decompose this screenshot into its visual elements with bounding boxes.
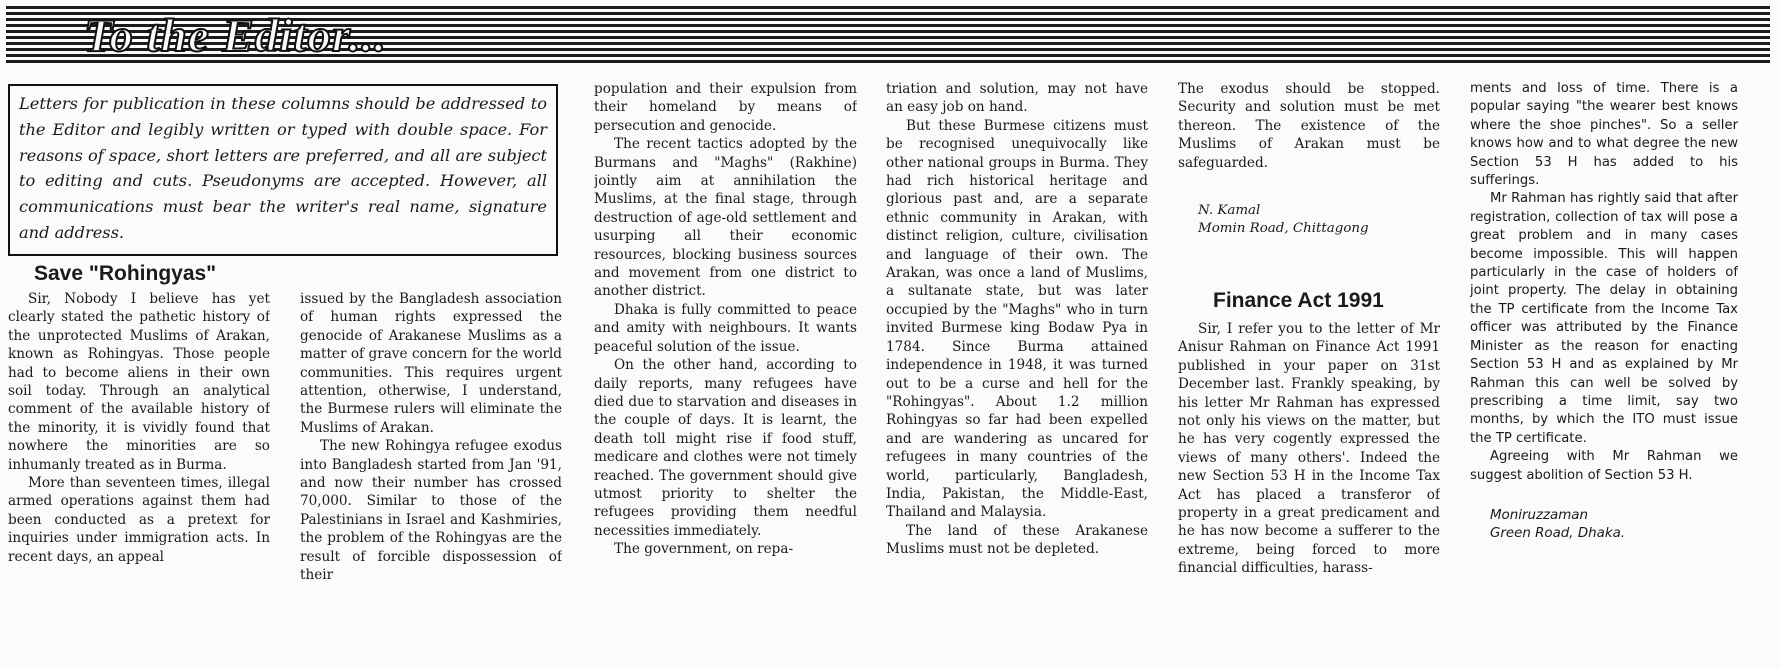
- paragraph: population and their expulsion from their homeland by means of persecution and genocide.: [594, 81, 857, 134]
- signature-address: Momin Road, Chittagong: [1198, 221, 1369, 237]
- signature-address: Green Road, Dhaka.: [1490, 526, 1626, 542]
- paragraph: Agreeing with Mr Rahman we suggest abolition of Section 53 H.: [1470, 449, 1738, 483]
- paragraph: The recent tactics adopted by the Burmans and "Maghs" (Rakhine) jointly aim at annihilation the Muslims, at the final stage, through destruction of age-old settlement and usurping all their economic resources, blocking business sources and movement from one district to another district.: [594, 136, 857, 300]
- masthead-banner: [6, 6, 1770, 64]
- paragraph: But these Burmese citizens must be recognised unequivocally like other national groups in Burma. They had rich historical heritage and glorious past and, are a separate ethnic community in Arakan, with distinct religion, culture, civilisation and language of their own. The Arakan, was once a land of Muslims, a sultanate state, but was later occupied by the "Maghs" who in turn invited Burmese king Bodaw Pya in 1784. Since Burma attained independence in 1948, it was turned out to be a curse and hell for the "Rohingyas". About 1.2 million Rohingyas so far had been expelled and are wandering as uncared for refugees in many countries of the world, particularly, Bangladesh, India, Pakistan, the Middle-East, Thailand and Malaysia.: [886, 117, 1148, 521]
- section-title: To the Editor...: [84, 10, 387, 62]
- paragraph: Sir, I refer you to the letter of Mr Anisur Rahman on Finance Act 1991 published in your paper on 31st December last. Frankly speaking, by his letter Mr Rahman has expressed not only his views on the matter, but he has very cogently expressed the views of many others'. Indeed the new Section 53 H in the Income Tax Act has placed a transferor of property in a great predicament and he has now become a sufferer to the extreme, being forced to more financial difficulties, harass-: [1178, 321, 1440, 577]
- paragraph: More than seventeen times, illegal armed operations against them had been conducted as a pretext for inquiries under immigration acts. In recent days, an appeal: [8, 475, 270, 565]
- article-column-4: [886, 80, 1148, 660]
- paragraph: On the other hand, according to daily reports, many refugees have died due to starvation and diseases in the couple of days. It is learnt, the death toll might rise if food stuff, medicare and clothes were not timely reached. The government should give utmost priority to shelter the refugees providing them needful necessities immediately.: [594, 357, 857, 539]
- paragraph: The government, on repa-: [614, 541, 794, 558]
- paragraph: triation and solution, may not have an easy job on hand.: [886, 81, 1148, 116]
- paragraph: issued by the Bangladesh association of human rights expressed the genocide of Arakanese Muslims as a matter of grave concern for the world communities. This requires urgent attention, otherwise, I understand, the Burmese rulers will eliminate the Muslims of Arakan.: [300, 291, 562, 436]
- paragraph: The land of these Arakanese Muslims must not be depleted.: [886, 522, 1148, 558]
- editor-notice-box: Letters for publication in these columns should be addressed to the Editor and legibly written or typed with double space. For reasons of space, short letters are preferred, and all are subject to editing and cuts. Pseudonyms are accepted. However, all communications must bear the writer's real name, signature and address.: [8, 84, 558, 256]
- headline-finance-act: Finance Act 1991: [1213, 289, 1384, 312]
- paragraph: The new Rohingya refugee exodus into Bangladesh started from Jan '91, and now their number has crossed 70,000. Similar to those of the Palestinians in Israel and Kashmiries, the problem of the Rohingyas are the result of forcible dispossession of their: [300, 438, 562, 584]
- article-column-2: [300, 290, 562, 660]
- headline-save-rohingyas: Save "Rohingyas": [34, 262, 217, 285]
- paragraph: Mr Rahman has rightly said that after registration, collection of tax will pose a great problem and in many cases become impossible. This will happen particularly in the case of holders of joint property. The delay in obtaining the TP certificate from the Income Tax officer was attributed by the Finance Minister as the reason for enacting Section 53 H and as explained by Mr Rahman this can well be solved by prescribing a time limit, say two months, by which the ITO must issue the TP certificate.: [1470, 191, 1738, 446]
- article-column-5-top: [1178, 80, 1440, 280]
- paragraph: ments and loss of time. There is a popular saying "the wearer best knows where the shoe pinches". So a seller knows how and to what degree the new Section 53 H has added to his sufferings.: [1470, 81, 1738, 189]
- paragraph: The exodus should be stopped. Security and solution must be met thereon. The existence of the Muslims of Arakan must be safeguarded.: [1178, 81, 1440, 171]
- paragraph: Sir, Nobody I believe has yet clearly stated the pathetic history of the unprotected Muslims of Arakan, known as Rohingyas. Those people had to become aliens in their own soil today. Through an analytical comment of the available history of the minority, it is vividly found that nowhere the minorities are so inhumanly treated as in Burma.: [8, 291, 270, 473]
- article-column-1: [8, 290, 270, 660]
- signature-name: Moniruzzaman: [1490, 507, 1588, 523]
- article-column-5-bottom: [1178, 320, 1440, 660]
- paragraph: Dhaka is fully committed to peace and amity with neighbours. It wants peaceful solution of the issue.: [594, 301, 857, 355]
- article-column-3: [594, 80, 857, 660]
- signature-name: N. Kamal: [1198, 203, 1261, 219]
- article-column-6: [1470, 80, 1738, 660]
